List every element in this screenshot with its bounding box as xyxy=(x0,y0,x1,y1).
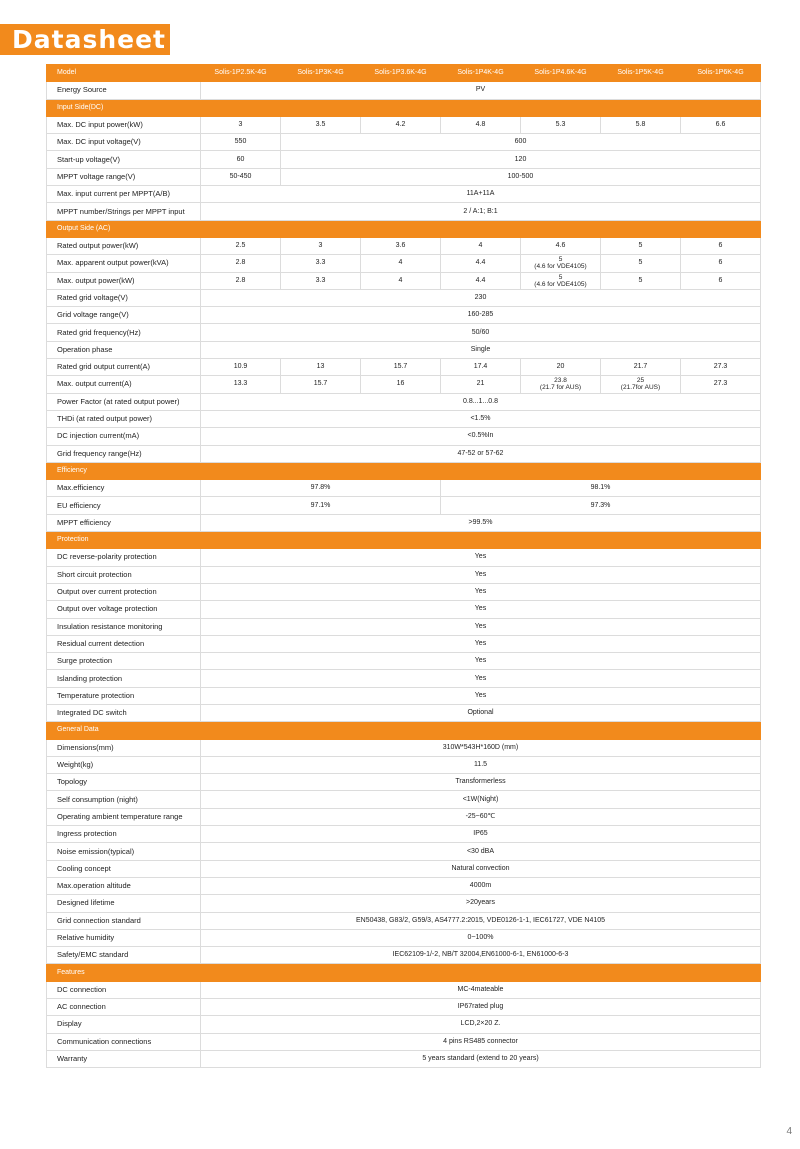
page-number: 4 xyxy=(786,1126,792,1137)
cell-value: 3.6 xyxy=(361,237,441,254)
section-title: Efficiency xyxy=(47,462,201,479)
section-title: Features xyxy=(47,964,201,981)
cell-value: 21 xyxy=(441,376,521,393)
cell-value-two-line xyxy=(521,255,601,272)
cell-value: 310W*543H*160D (mm) xyxy=(201,739,761,756)
row-label: Output over voltage protection xyxy=(47,601,201,618)
cell-value: 4 xyxy=(361,255,441,272)
cell-value: 27.3 xyxy=(681,359,761,376)
row-label: Relative humidity xyxy=(47,929,201,946)
cell-value: 97.8% xyxy=(201,480,441,497)
row-label: Dimensions(mm) xyxy=(47,739,201,756)
table-row xyxy=(47,410,761,427)
cell-value: 3 xyxy=(281,237,361,254)
row-label: Max.efficiency xyxy=(47,480,201,497)
row-label: DC injection current(mA) xyxy=(47,428,201,445)
row-label: EU efficiency xyxy=(47,497,201,514)
cell-value: Transformerless xyxy=(201,774,761,791)
cell-value: 0.8...1...0.8 xyxy=(201,393,761,410)
cell-value: 600 xyxy=(281,134,761,151)
table-row xyxy=(47,929,761,946)
row-label: Max. DC input voltage(V) xyxy=(47,134,201,151)
cell-value: 11.5 xyxy=(201,756,761,773)
row-label: Weight(kg) xyxy=(47,756,201,773)
datasheet-table xyxy=(46,64,761,1068)
cell-value: 6.6 xyxy=(681,116,761,133)
row-label: Surge protection xyxy=(47,653,201,670)
cell-value: -25~60℃ xyxy=(201,808,761,825)
table-row xyxy=(47,393,761,410)
table-row xyxy=(47,670,761,687)
cell-value: 6 xyxy=(681,255,761,272)
cell-value: 50-450 xyxy=(201,168,281,185)
row-label: Max.operation altitude xyxy=(47,877,201,894)
row-label: Display xyxy=(47,1016,201,1033)
model-name: Solis-1P5K-4G xyxy=(601,65,681,82)
row-label: Max. apparent output power(kVA) xyxy=(47,255,201,272)
cell-value: 60 xyxy=(201,151,281,168)
cell-value: 160-285 xyxy=(201,307,761,324)
cell-value: Yes xyxy=(201,549,761,566)
cell-value: 6 xyxy=(681,272,761,289)
row-label: Residual current detection xyxy=(47,635,201,652)
cell-value: 2.5 xyxy=(201,237,281,254)
row-label: MPPT efficiency xyxy=(47,514,201,531)
row-label: Rated output power(kW) xyxy=(47,237,201,254)
cell-value: <1.5% xyxy=(201,410,761,427)
cell-value: LCD,2×20 Z. xyxy=(201,1016,761,1033)
table-row xyxy=(47,583,761,600)
row-label: Output over current protection xyxy=(47,583,201,600)
table-row xyxy=(47,549,761,566)
cell-value: 15.7 xyxy=(361,359,441,376)
cell-value: <30 dBA xyxy=(201,843,761,860)
cell-note: (4.6 for VDE4105) xyxy=(534,280,587,288)
cell-value: >20years xyxy=(201,895,761,912)
row-label: Ingress protection xyxy=(47,826,201,843)
cell-note: (21.7 for AUS) xyxy=(539,384,582,392)
table-row xyxy=(47,912,761,929)
cell-value: 4 xyxy=(361,272,441,289)
row-label: DC connection xyxy=(47,981,201,998)
cell-value: 550 xyxy=(201,134,281,151)
table-row xyxy=(47,203,761,220)
table-row xyxy=(47,1016,761,1033)
row-label: THDi (at rated output power) xyxy=(47,410,201,427)
table-row xyxy=(47,428,761,445)
row-label: Grid voltage range(V) xyxy=(47,307,201,324)
cell-value: 4.6 xyxy=(521,237,601,254)
cell-value: 16 xyxy=(361,376,441,393)
table-row xyxy=(47,376,761,393)
table-row xyxy=(47,341,761,358)
cell-value: 17.4 xyxy=(441,359,521,376)
cell-value: 4.2 xyxy=(361,116,441,133)
section-header-features xyxy=(47,964,761,981)
row-label: Energy Source xyxy=(47,82,201,99)
cell-value: 98.1% xyxy=(441,480,761,497)
section-header-efficiency xyxy=(47,462,761,479)
cell-main: 5 xyxy=(558,256,563,264)
cell-value: 4 pins RS485 connector xyxy=(201,1033,761,1050)
model-name: Solis-1P6K-4G xyxy=(681,65,761,82)
cell-value: Natural convection xyxy=(201,860,761,877)
table-row xyxy=(47,843,761,860)
section-title: General Data xyxy=(47,722,201,739)
table-row xyxy=(47,307,761,324)
table-row xyxy=(47,791,761,808)
row-label: Topology xyxy=(47,774,201,791)
cell-value: Yes xyxy=(201,635,761,652)
table-row xyxy=(47,774,761,791)
table-row xyxy=(47,566,761,583)
cell-main: 5 xyxy=(558,273,563,281)
cell-main: 23.8 xyxy=(554,377,567,385)
row-label: Short circuit protection xyxy=(47,566,201,583)
cell-value: 97.1% xyxy=(201,497,441,514)
row-label: Rated grid voltage(V) xyxy=(47,289,201,306)
cell-value: IP67rated plug xyxy=(201,999,761,1016)
table-row xyxy=(47,116,761,133)
cell-value: 100-500 xyxy=(281,168,761,185)
model-name: Solis-1P4.6K-4G xyxy=(521,65,601,82)
section-header-protection xyxy=(47,532,761,549)
table-row xyxy=(47,272,761,289)
row-label: Temperature protection xyxy=(47,687,201,704)
cell-value-two-line xyxy=(521,272,601,289)
cell-value: Yes xyxy=(201,670,761,687)
section-header-output xyxy=(47,220,761,237)
row-label: Power Factor (at rated output power) xyxy=(47,393,201,410)
row-label: Operating ambient temperature range xyxy=(47,808,201,825)
table-row xyxy=(47,739,761,756)
row-label: DC reverse-polarity protection xyxy=(47,549,201,566)
model-name: Solis-1P4K-4G xyxy=(441,65,521,82)
table-row xyxy=(47,635,761,652)
row-label: Rated grid frequency(Hz) xyxy=(47,324,201,341)
cell-main: 25 xyxy=(636,377,645,385)
cell-value: <1W(Night) xyxy=(201,791,761,808)
section-header-input xyxy=(47,99,761,116)
cell-note: (21.7for AUS) xyxy=(620,384,661,392)
cell-value: IP65 xyxy=(201,826,761,843)
cell-value: 15.7 xyxy=(281,376,361,393)
cell-value: 0~100% xyxy=(201,929,761,946)
row-label: Max. output current(A) xyxy=(47,376,201,393)
table-row xyxy=(47,168,761,185)
cell-value: 5.3 xyxy=(521,116,601,133)
section-title: Output Side (AC) xyxy=(47,220,201,237)
row-label: Insulation resistance monitoring xyxy=(47,618,201,635)
cell-value: 21.7 xyxy=(601,359,681,376)
section-header-general xyxy=(47,722,761,739)
cell-value: Yes xyxy=(201,618,761,635)
row-label: Max. output power(kW) xyxy=(47,272,201,289)
cell-value: <0.5%In xyxy=(201,428,761,445)
cell-value: Optional xyxy=(201,704,761,721)
table-row xyxy=(47,1050,761,1067)
table-row xyxy=(47,1033,761,1050)
row-label: Safety/EMC standard xyxy=(47,947,201,964)
cell-value: Yes xyxy=(201,653,761,670)
row-label: Start-up voltage(V) xyxy=(47,151,201,168)
cell-value: 5 xyxy=(601,237,681,254)
table-row xyxy=(47,860,761,877)
model-header-row xyxy=(47,65,761,82)
row-label: MPPT voltage range(V) xyxy=(47,168,201,185)
datasheet-banner xyxy=(0,24,170,55)
cell-value: 2.8 xyxy=(201,255,281,272)
cell-value: 4 xyxy=(441,237,521,254)
page-title: Datasheet xyxy=(12,25,166,54)
cell-value: 11A+11A xyxy=(201,186,761,203)
cell-value: 3.3 xyxy=(281,272,361,289)
table-row xyxy=(47,237,761,254)
table-row xyxy=(47,808,761,825)
datasheet-table-wrapper xyxy=(46,64,760,1068)
row-label: Self consumption (night) xyxy=(47,791,201,808)
row-label: Integrated DC switch xyxy=(47,704,201,721)
cell-value: 2.8 xyxy=(201,272,281,289)
table-row xyxy=(47,445,761,462)
cell-value: Yes xyxy=(201,583,761,600)
model-name: Solis-1P3.6K-4G xyxy=(361,65,441,82)
cell-value: 120 xyxy=(281,151,761,168)
row-label: Max. input current per MPPT(A/B) xyxy=(47,186,201,203)
cell-value: 3 xyxy=(201,116,281,133)
table-row xyxy=(47,82,761,99)
cell-note: (4.6 for VDE4105) xyxy=(534,263,587,271)
cell-value: Yes xyxy=(201,687,761,704)
table-row xyxy=(47,151,761,168)
cell-value: IEC62109-1/-2, NB/T 32004,EN61000-6-1, EN61000-6-3 xyxy=(201,947,761,964)
row-label: Communication connections xyxy=(47,1033,201,1050)
table-row xyxy=(47,255,761,272)
cell-value: 13 xyxy=(281,359,361,376)
cell-value: 13.3 xyxy=(201,376,281,393)
row-label: MPPT number/Strings per MPPT input xyxy=(47,203,201,220)
table-row xyxy=(47,895,761,912)
table-row xyxy=(47,999,761,1016)
table-row xyxy=(47,877,761,894)
cell-value: Single xyxy=(201,341,761,358)
cell-value-two-line xyxy=(521,376,601,393)
table-row xyxy=(47,981,761,998)
cell-value: Yes xyxy=(201,566,761,583)
row-label: Designed lifetime xyxy=(47,895,201,912)
table-row xyxy=(47,653,761,670)
cell-value: 10.9 xyxy=(201,359,281,376)
cell-value: 5.8 xyxy=(601,116,681,133)
cell-value: 50/60 xyxy=(201,324,761,341)
row-label: Islanding protection xyxy=(47,670,201,687)
cell-value: 6 xyxy=(681,237,761,254)
cell-value: 27.3 xyxy=(681,376,761,393)
row-label: Noise emission(typical) xyxy=(47,843,201,860)
table-row xyxy=(47,601,761,618)
cell-value: MC-4mateable xyxy=(201,981,761,998)
cell-value: 5 years standard (extend to 20 years) xyxy=(201,1050,761,1067)
cell-value: 3.3 xyxy=(281,255,361,272)
row-label: AC connection xyxy=(47,999,201,1016)
cell-value: 20 xyxy=(521,359,601,376)
table-row xyxy=(47,756,761,773)
table-row xyxy=(47,618,761,635)
cell-value: 2 / A:1; B:1 xyxy=(201,203,761,220)
table-row xyxy=(47,134,761,151)
row-label: Grid connection standard xyxy=(47,912,201,929)
table-row xyxy=(47,704,761,721)
model-label: Model xyxy=(47,65,201,82)
table-row xyxy=(47,826,761,843)
cell-value: 47-52 or 57-62 xyxy=(201,445,761,462)
row-label: Operation phase xyxy=(47,341,201,358)
table-row xyxy=(47,186,761,203)
section-title: Input Side(DC) xyxy=(47,99,201,116)
cell-value: 97.3% xyxy=(441,497,761,514)
cell-value: 3.5 xyxy=(281,116,361,133)
cell-value: 4.8 xyxy=(441,116,521,133)
table-row xyxy=(47,324,761,341)
cell-value: 4.4 xyxy=(441,272,521,289)
cell-value: 5 xyxy=(601,272,681,289)
row-label: Cooling concept xyxy=(47,860,201,877)
table-row xyxy=(47,947,761,964)
model-name: Solis-1P2.5K-4G xyxy=(201,65,281,82)
row-label: Rated grid output current(A) xyxy=(47,359,201,376)
cell-value: 230 xyxy=(201,289,761,306)
cell-value: Yes xyxy=(201,601,761,618)
section-title: Protection xyxy=(47,532,201,549)
cell-value: 5 xyxy=(601,255,681,272)
cell-value: >99.5% xyxy=(201,514,761,531)
row-label: Warranty xyxy=(47,1050,201,1067)
table-row xyxy=(47,687,761,704)
table-row xyxy=(47,289,761,306)
table-row xyxy=(47,480,761,497)
table-row xyxy=(47,497,761,514)
row-label: Max. DC input power(kW) xyxy=(47,116,201,133)
table-row xyxy=(47,514,761,531)
cell-value: 4000m xyxy=(201,877,761,894)
row-label: Grid frequency range(Hz) xyxy=(47,445,201,462)
model-name: Solis-1P3K-4G xyxy=(281,65,361,82)
cell-value: 4.4 xyxy=(441,255,521,272)
cell-value-two-line xyxy=(601,376,681,393)
row-value: PV xyxy=(201,82,761,99)
cell-value: EN50438, G83/2, G59/3, AS4777.2:2015, VDE0126-1-1, IEC61727, VDE N4105 xyxy=(201,912,761,929)
table-row xyxy=(47,359,761,376)
